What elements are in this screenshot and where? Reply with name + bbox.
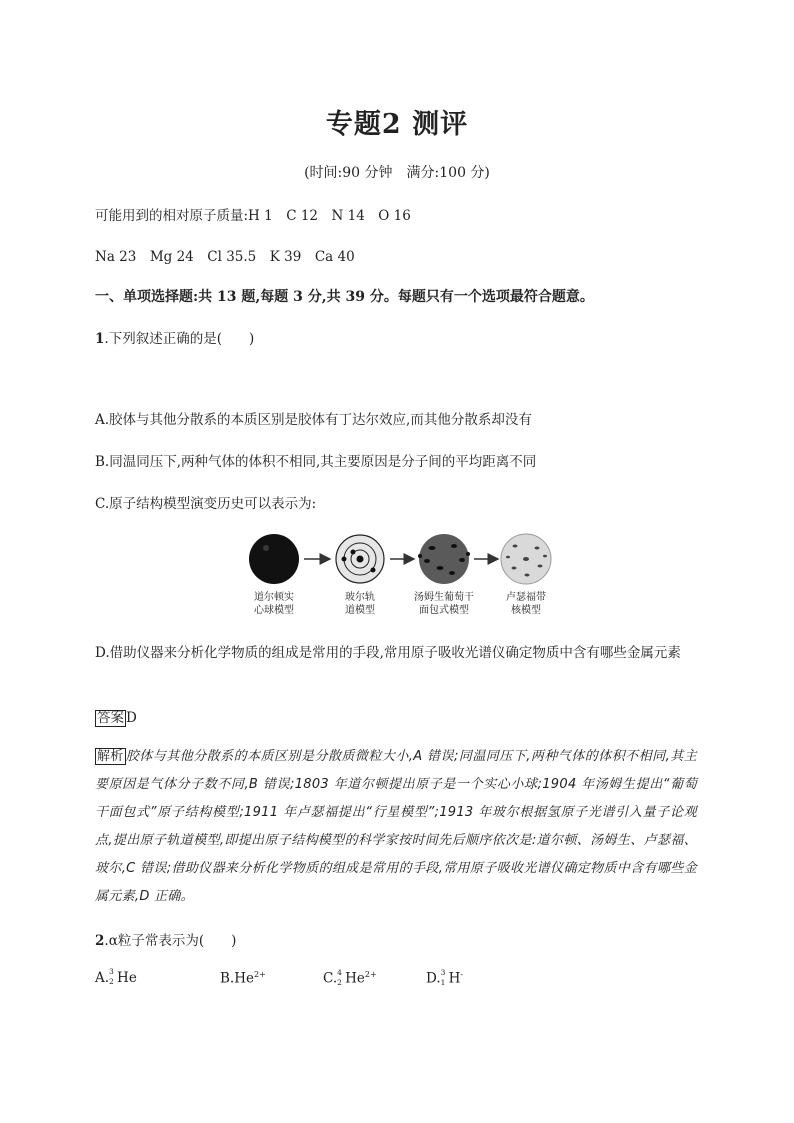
question-1-stem xyxy=(95,327,254,347)
thomson-label-2: 面包式模型 xyxy=(419,605,469,616)
answer-line xyxy=(95,710,137,727)
nuclide-superscript-subscript xyxy=(337,967,345,987)
mass-number: 3 xyxy=(109,967,114,976)
question-1-number: 1 xyxy=(95,331,105,347)
element-symbol: He xyxy=(117,970,137,986)
mass-number: 3 xyxy=(440,967,446,977)
atomic-number: 2 xyxy=(337,977,342,987)
question-2-option-a xyxy=(95,967,137,986)
mass-number: 4 xyxy=(337,967,342,977)
ion-charge: - xyxy=(460,970,464,979)
option-c-prefix: C. xyxy=(323,970,338,987)
page-title: 专题2 测评 xyxy=(325,109,469,140)
question-2-stem xyxy=(95,929,236,949)
rutherford-label-1: 卢瑟福带 xyxy=(506,592,546,603)
analysis-tag: 解析 xyxy=(97,749,124,764)
question-2-option-d xyxy=(426,967,464,987)
atomic-number: 2 xyxy=(109,977,114,986)
option-d-prefix: D. xyxy=(426,970,441,987)
dalton-label-2: 心球模型 xyxy=(254,605,294,616)
rutherford-label-2: 核模型 xyxy=(511,605,541,616)
bohr-label-1: 玻尔轨 xyxy=(345,592,375,603)
nuclide-superscript-subscript xyxy=(440,967,449,987)
thomson-label-1: 汤姆生葡萄干 xyxy=(414,592,474,603)
nuclide-superscript-subscript xyxy=(109,967,117,986)
question-1-option-b: B.同温同压下,两种气体的体积不相同,其主要原因是分子间的平均距离不同 xyxy=(95,454,537,470)
atomic-number: 1 xyxy=(440,977,446,987)
element-symbol: H xyxy=(448,970,461,987)
bohr-model-icon xyxy=(336,535,384,583)
option-a-prefix: A. xyxy=(95,970,110,986)
question-2-option-b xyxy=(220,970,266,987)
question-2-number: 2 xyxy=(95,933,105,949)
atomic-mass-line-2: Na 23 Mg 24 Cl 35.5 K 39 Ca 40 xyxy=(95,249,355,265)
question-2-option-c xyxy=(323,967,377,987)
question-1-option-c: C.原子结构模型演变历史可以表示为: xyxy=(95,496,317,512)
ion-charge: 2+ xyxy=(364,970,377,979)
question-1-text: .下列叙述正确的是( ) xyxy=(104,331,255,347)
answer-value: D xyxy=(126,710,137,726)
dalton-label-1: 道尔顿实 xyxy=(254,592,294,603)
option-b-prefix: B.He xyxy=(220,970,254,987)
ion-charge: 2+ xyxy=(253,970,266,979)
atomic-model-diagram xyxy=(240,528,560,620)
analysis-paragraph xyxy=(95,743,697,911)
question-1-option-d: D.借助仪器来分析化学物质的组成是常用的手段,常用原子吸收光谱仪确定物质中含有哪些金属元素 xyxy=(95,645,681,661)
question-2-text: .α粒子常表示为( ) xyxy=(104,933,237,949)
analysis-text: 胶体与其他分散系的本质区别是分散质微粒大小,A 错误;同温同压下,两种气体的体积不相同,其主要原因是气体分子数不同,B 错误;1803 年道尔顿提出原子是一个实心小球;1904 年汤姆生提出“葡萄干面包式”原子结构模型;1911 年卢瑟福提出“行星模型”;1913 年玻尔根据氢原子光谱引入量子论观点,提出原子轨道模型,即提出原子结构模型的科学家按时间先后顺序依次是:道尔顿、汤姆生、卢瑟福、玻尔,C 错误;借助仪器来分析化学物质的组成是常用的手段,常用原子吸收光谱仪确定物质中含有哪些金属元素,D 正确。 xyxy=(95,749,697,904)
atomic-mass-line-1: 可能用到的相对原子质量:H 1 C 12 N 14 O 16 xyxy=(95,208,411,224)
rutherford-model-icon xyxy=(501,534,551,584)
thomson-model-icon xyxy=(418,534,470,584)
bohr-label-2: 道模型 xyxy=(345,605,375,616)
exam-time-score: (时间:90 分钟 满分:100 分) xyxy=(304,165,490,181)
section-heading: 一、单项选择题:共 13 题,每题 3 分,共 39 分。每题只有一个选项最符合题意。 xyxy=(95,289,594,305)
dalton-model-icon xyxy=(249,534,299,584)
question-1-option-a: A.胶体与其他分散系的本质区别是胶体有丁达尔效应,而其他分散系却没有 xyxy=(95,412,532,428)
element-symbol: He xyxy=(345,970,365,987)
answer-tag: 答案 xyxy=(97,710,124,726)
